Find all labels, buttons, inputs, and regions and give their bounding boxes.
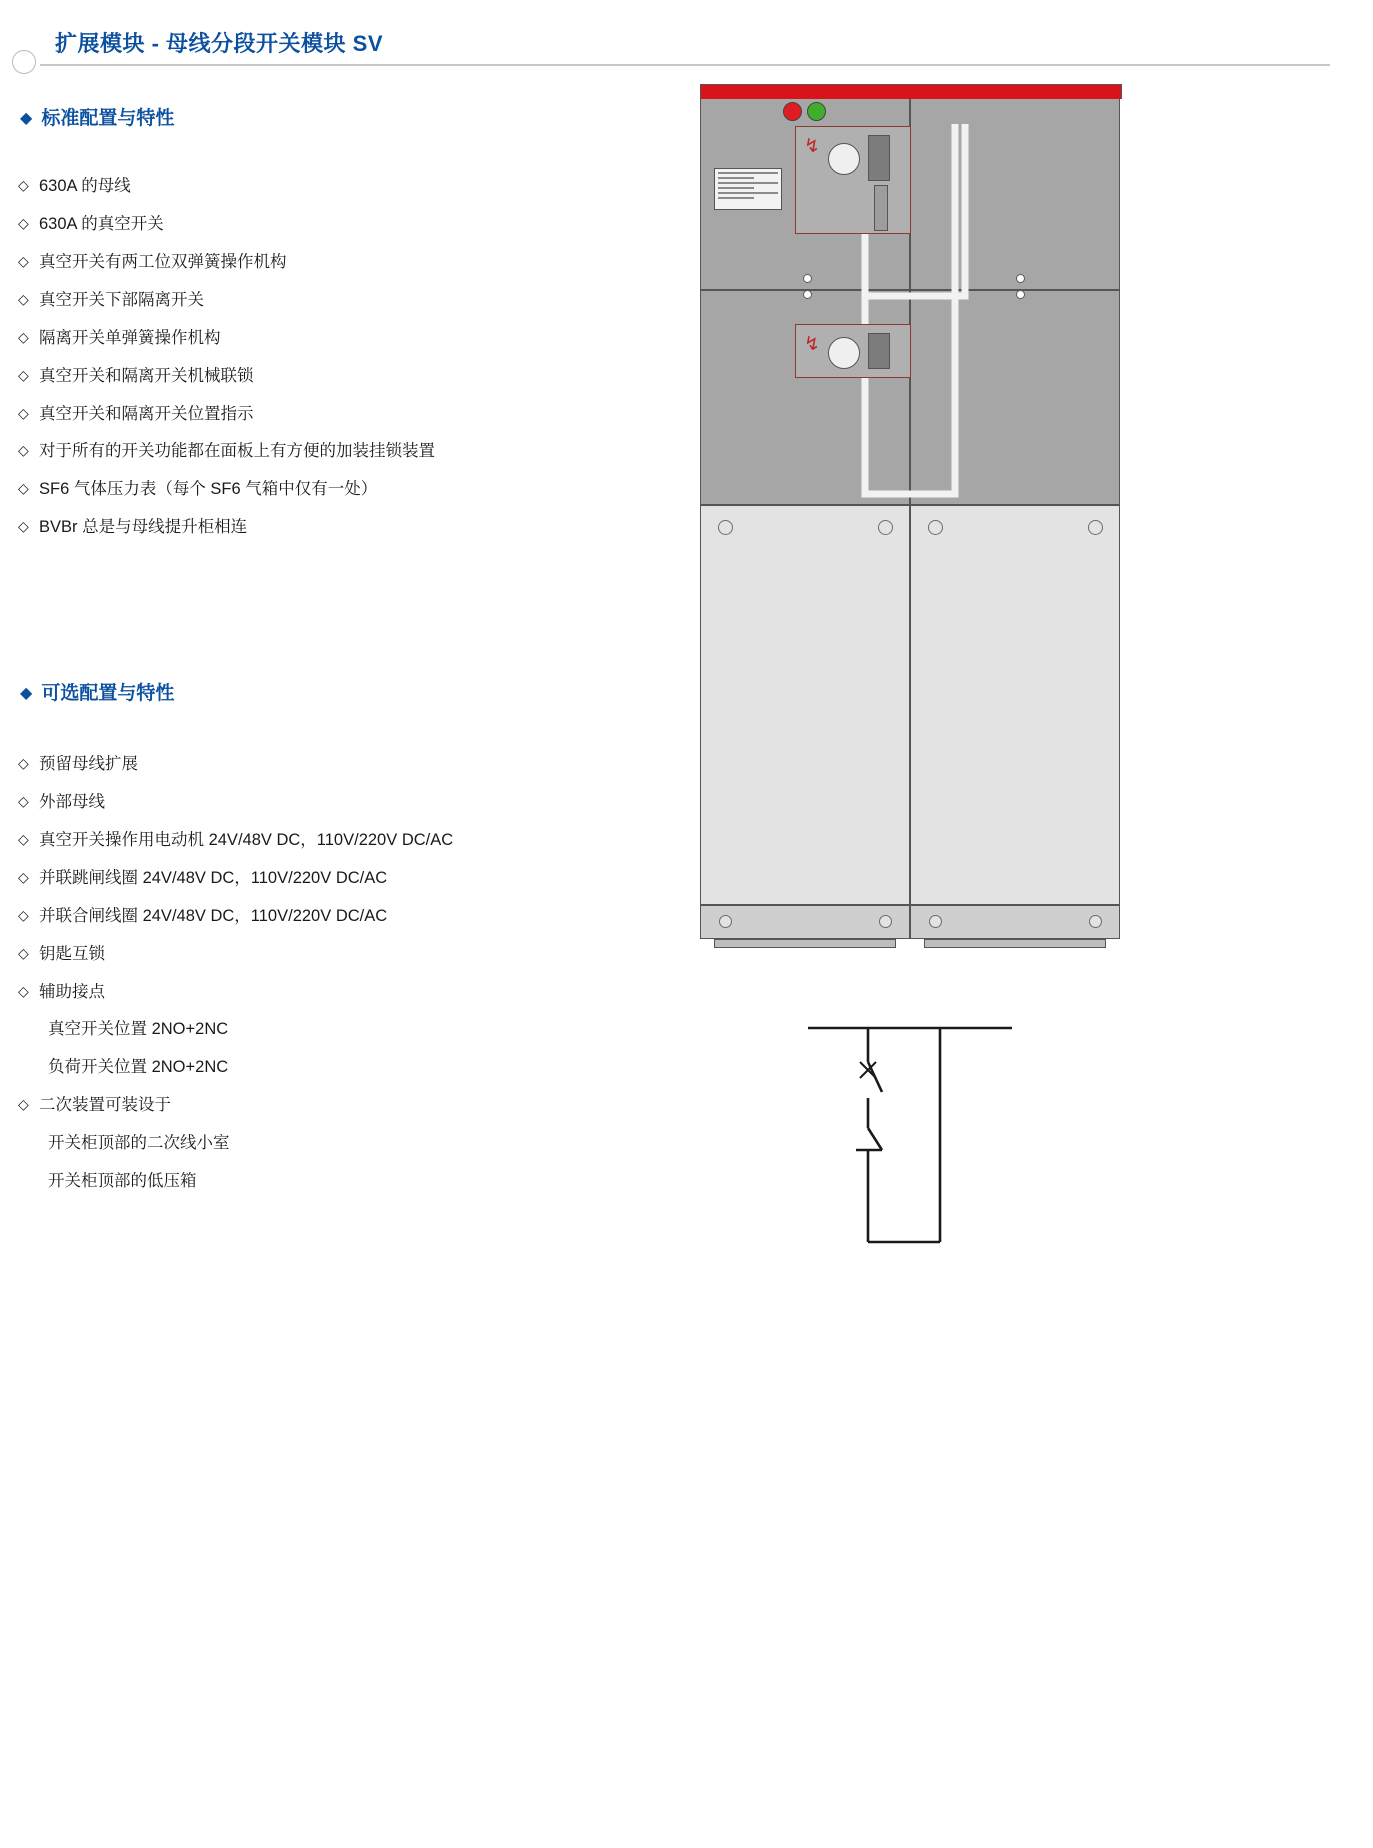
diamond-bullet-icon: ◇: [18, 290, 29, 307]
nameplate-label: [714, 168, 782, 210]
mimic-arrow-icon: ↯: [804, 334, 820, 355]
diamond-bullet-icon: ◇: [18, 404, 29, 421]
door-fastener-icon: [718, 520, 733, 535]
switchgear-illustration: [700, 84, 1120, 954]
page-title: 扩展模块 - 母线分段开关模块 SV: [55, 31, 384, 56]
list-item: [18, 440, 658, 463]
list-item: [18, 981, 658, 1004]
list-item: [18, 365, 658, 388]
list-item-label: 并联跳闸线圈 24V/48V DC，110V/220V DC/AC: [39, 868, 388, 887]
diamond-bullet-icon: ◇: [18, 868, 29, 885]
list-item: [18, 289, 658, 312]
list-item: [18, 829, 658, 852]
list-item-label: 并联合闸线圈 24V/48V DC，110V/220V DC/AC: [39, 906, 388, 925]
list-item-label: 真空开关和隔离开关机械联锁: [39, 366, 254, 385]
diamond-bullet-icon: ◇: [18, 1096, 29, 1113]
list-sub-item: 负荷开关位置 2NO+2NC: [48, 1058, 229, 1077]
list-item: [18, 1094, 658, 1117]
list-item-label: 630A 的母线: [39, 177, 131, 195]
list-sub-item: 真空开关位置 2NO+2NC: [48, 1020, 229, 1039]
list-item: [18, 251, 658, 274]
indicator-lamp-green-icon: [807, 102, 826, 121]
list-item: [18, 213, 658, 236]
diamond-bullet-icon: ◇: [18, 755, 29, 771]
diamond-bullet-icon: ◇: [18, 982, 29, 999]
list-sub-item: 开关柜顶部的二次线小室: [48, 1134, 230, 1153]
plinth-fastener-icon: [929, 915, 942, 928]
diamond-marker-icon: ◆: [20, 685, 33, 702]
single-line-schematic: [800, 1010, 1060, 1280]
section-heading-optional-label: 可选配置与特性: [41, 683, 175, 704]
list-item-label: 630A 的真空开关: [39, 214, 164, 233]
header-divider: [40, 64, 1330, 66]
indicator-lamp-red-icon: [783, 102, 802, 121]
diamond-bullet-icon: ◇: [18, 328, 29, 345]
cabinet-foot-right: [924, 939, 1106, 948]
diamond-bullet-icon: ◇: [18, 252, 29, 269]
diamond-bullet-icon: ◇: [18, 442, 29, 459]
diamond-bullet-icon: ◇: [18, 214, 29, 231]
list-item: [18, 753, 658, 776]
diamond-bullet-icon: ◇: [18, 480, 29, 497]
list-item: [18, 478, 658, 501]
list-item: [18, 905, 658, 928]
list-item-label: 预留母线扩展: [39, 755, 138, 773]
list-item-label: 对于所有的开关功能都在面板上有方便的加装挂锁装置: [39, 442, 435, 461]
cabinet-door-left: [700, 505, 910, 905]
plinth-fastener-icon: [879, 915, 892, 928]
list-item-label: 辅助接点: [39, 982, 105, 1001]
diamond-bullet-icon: ◇: [18, 177, 29, 193]
list-item: [18, 867, 658, 890]
nameplate-line: [718, 187, 754, 189]
door-fastener-icon: [1088, 520, 1103, 535]
nameplate-line: [718, 182, 778, 184]
list-item-label: BVBr 总是与母线提升柜相连: [39, 518, 248, 537]
mimic-diagram-lower: [795, 324, 911, 378]
list-sub-item: 开关柜顶部的低压箱: [48, 1172, 197, 1191]
nameplate-line: [718, 172, 778, 174]
section-heading-standard-label: 标准配置与特性: [41, 108, 175, 129]
mimic-vertical-strip: [874, 185, 888, 231]
list-item: [18, 403, 658, 426]
mimic-arrow-icon: ↯: [804, 136, 820, 157]
nameplate-line: [718, 192, 778, 194]
door-fastener-icon: [928, 520, 943, 535]
list-item-label: 隔离开关单弹簧操作机构: [39, 328, 221, 347]
cabinet-foot-left: [714, 939, 896, 948]
door-fastener-icon: [878, 520, 893, 535]
list-item-label: 真空开关有两工位双弹簧操作机构: [39, 252, 287, 271]
standard-feature-list: [18, 175, 658, 554]
cabinet-mid-left-panel: [700, 290, 910, 505]
section-heading-optional: [20, 678, 174, 705]
diamond-bullet-icon: ◇: [18, 792, 29, 809]
list-item: [18, 175, 658, 198]
mimic-diagram-upper: [795, 126, 911, 234]
page-header: [0, 0, 1373, 68]
position-indicator-dot: [1016, 274, 1025, 283]
position-indicator-dot: [1016, 290, 1025, 299]
list-item-label: 钥匙互锁: [39, 944, 105, 963]
operating-knob-lower-icon[interactable]: [828, 337, 860, 369]
cabinet-upper-right-panel: [910, 98, 1120, 290]
list-item-label: 二次装置可装设于: [39, 1096, 171, 1115]
diamond-bullet-icon: ◇: [18, 366, 29, 383]
list-item-label: 真空开关下部隔离开关: [39, 290, 204, 309]
diamond-marker-icon: ◆: [20, 110, 33, 127]
diamond-bullet-icon: ◇: [18, 830, 29, 847]
mimic-block-upper: [868, 135, 890, 181]
cabinet-mid-right-panel: [910, 290, 1120, 505]
nameplate-line: [718, 197, 754, 199]
list-item: [18, 516, 658, 539]
diamond-bullet-icon: ◇: [18, 944, 29, 961]
diamond-bullet-icon: ◇: [18, 518, 29, 535]
mimic-block-lower: [868, 333, 890, 369]
cabinet-door-right: [910, 505, 1120, 905]
plinth-fastener-icon: [1089, 915, 1102, 928]
position-indicator-dot: [803, 274, 812, 283]
position-indicator-dot: [803, 290, 812, 299]
list-item-label: SF6 气体压力表（每个 SF6 气箱中仅有一处）: [39, 480, 378, 499]
list-item: [18, 791, 658, 814]
list-item: [18, 943, 658, 966]
section-heading-standard: [20, 103, 174, 130]
header-decorative-circle: [12, 50, 36, 74]
list-item: [18, 327, 658, 350]
plinth-fastener-icon: [719, 915, 732, 928]
diamond-bullet-icon: ◇: [18, 906, 29, 923]
list-item-label: 真空开关和隔离开关位置指示: [39, 404, 254, 423]
nameplate-line: [718, 177, 754, 179]
cabinet-top-red-band: [700, 84, 1122, 99]
optional-feature-list: [18, 753, 658, 1208]
list-item-label: 真空开关操作用电动机 24V/48V DC，110V/220V DC/AC: [39, 830, 454, 849]
list-item-label: 外部母线: [39, 792, 105, 811]
operating-knob-upper-icon[interactable]: [828, 143, 860, 175]
